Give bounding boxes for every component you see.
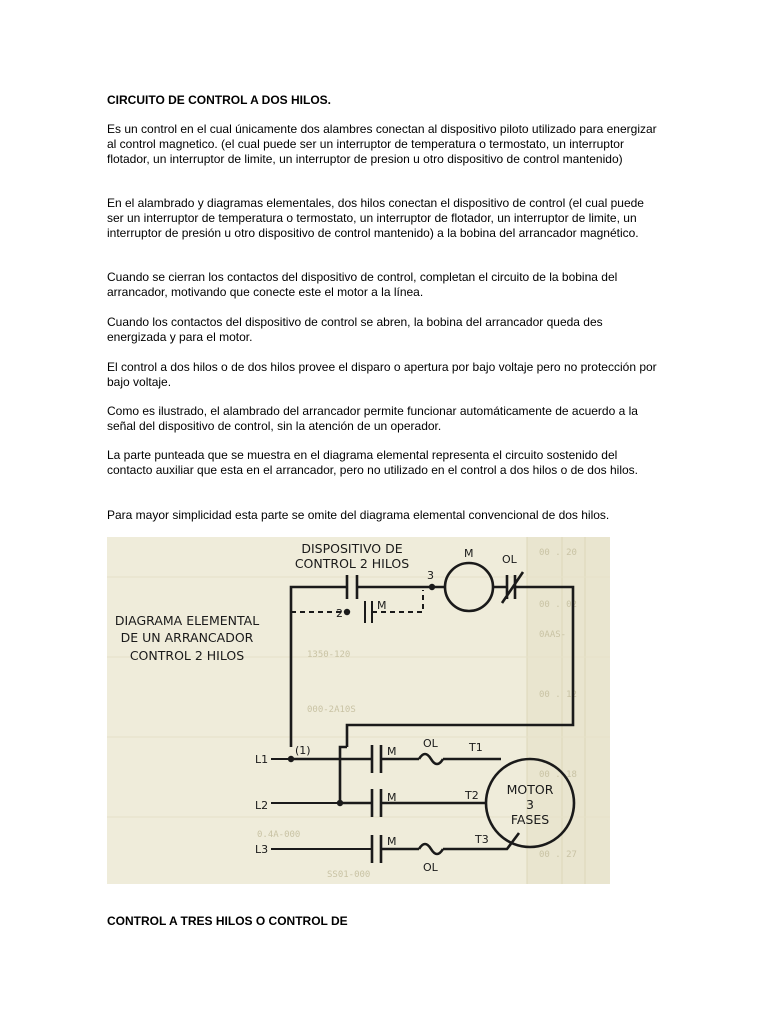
motor-label-line-2: 3 [526, 797, 534, 812]
svg-text:00 . 20: 00 . 20 [539, 548, 577, 558]
line-l2-label: L2 [255, 799, 269, 812]
paragraph-7: La parte punteada que se muestra en el diagrama elemental representa el circuito sostenido del contacto auxiliar que esta en el arrancador, pero no utilizado en el control a dos hilos o de dos hilos. [107, 448, 638, 477]
line-l1-label: L1 [255, 753, 269, 766]
paragraph-3: Cuando se cierran los contactos del dispositivo de control, completan el circuito de la bobina del arrancador, motivando que conecte este el motor a la línea. [107, 270, 618, 299]
device-label-line-2: CONTROL 2 HILOS [294, 556, 410, 571]
paragraph-5: El control a dos hilos o de dos hilos provee el disparo o apertura por bajo voltaje pero no protección por bajo voltaje. [107, 360, 657, 389]
node-2-label: 2 [336, 607, 343, 620]
terminal-t1-label: T1 [469, 741, 483, 754]
caption-line-2: DE UN ARRANCADOR [120, 630, 254, 645]
overload-1-label: OL [423, 737, 438, 750]
background-scan-noise [107, 537, 610, 884]
motor-label-line-1: MOTOR [506, 782, 554, 797]
device-label-line-1: DISPOSITIVO DE [301, 541, 403, 556]
main-contact-3-label: M [387, 835, 397, 848]
terminal-t2-label: T2 [465, 789, 479, 802]
paragraph-8: Para mayor simplicidad esta parte se omite del diagrama elemental convencional de dos hilos. [107, 508, 610, 522]
line-l3-label: L3 [255, 843, 269, 856]
main-contact-2-label: M [387, 791, 397, 804]
svg-text:00 . 02: 00 . 02 [539, 600, 577, 610]
overload-3-label: OL [423, 861, 438, 874]
coil-m-label: M [464, 547, 474, 560]
wiring-diagram [107, 537, 610, 884]
motor-label-line-3: FASES [510, 812, 550, 827]
caption-line-3: CONTROL 2 HILOS [129, 648, 245, 663]
paragraph-2: En el alambrado y diagramas elementales, dos hilos conectan el dispositivo de control (el cual puede ser un interruptor de temperatura o termostato, un interruptor de flotador, un interruptor de limite, un interruptor de presión u otro dispositivo de control mantenido) a la bobina del arrancador magnético. [107, 196, 644, 240]
paragraph-4: Cuando los contactos del dispositivo de control se abren, la bobina del arrancador queda des energizada y para el motor. [107, 315, 603, 344]
document-title: CIRCUITO DE CONTROL A DOS HILOS. [107, 93, 332, 107]
overload-control-label: OL [502, 553, 517, 566]
svg-text:1350-120: 1350-120 [307, 650, 351, 660]
svg-text:0.4A-000: 0.4A-000 [257, 830, 301, 840]
main-contact-1-label: M [387, 745, 397, 758]
svg-text:00 . 18: 00 . 18 [539, 770, 577, 780]
svg-text:0AAS-: 0AAS- [539, 630, 567, 640]
caption-line-1: DIAGRAMA ELEMENTAL [114, 613, 260, 628]
paragraph-6: Como es ilustrado, el alambrado del arrancador permite funcionar automáticamente de acuerdo a la señal del dispositivo de control, sin la atención de un operador. [107, 404, 638, 433]
node-3-label: 3 [427, 569, 434, 582]
next-section-heading: CONTROL A TRES HILOS O CONTROL DE [107, 914, 348, 928]
diagram-caption [115, 613, 259, 663]
svg-text:SS01-000: SS01-000 [327, 870, 371, 880]
node-1-label: (1) [295, 744, 311, 757]
terminal-t3-label: T3 [475, 833, 489, 846]
svg-text:000-2A10S: 000-2A10S [307, 705, 356, 715]
paragraph-1: Es un control en el cual únicamente dos alambres conectan al dispositivo piloto utilizado para energizar al control magnetico. (el cual puede ser un interruptor de temperatura o termostato, un interruptor flotador, un interruptor de limite, un interruptor de presion u otro dispositivo de control mantenido) [107, 122, 657, 166]
aux-contact-label: M [377, 599, 387, 612]
svg-text:00 . 27: 00 . 27 [539, 850, 577, 860]
svg-text:00 . 12: 00 . 12 [539, 690, 577, 700]
